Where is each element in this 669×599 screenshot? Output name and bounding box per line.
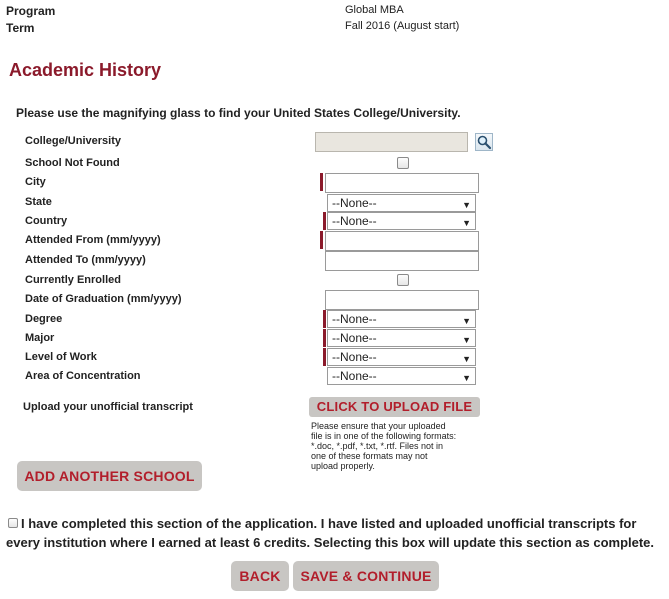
area-of-concentration-label: Area of Concentration [25,370,141,382]
dropdown-arrow-icon: ▼ [462,354,471,364]
state-label: State [25,196,52,208]
intro-text: Please use the magnifying glass to find your United States College/University. [16,106,461,120]
term-value: Fall 2016 (August start) [345,20,460,32]
attended-to-label: Attended To (mm/yyyy) [25,254,146,266]
section-complete-line1: I have completed this section of the application. I have listed and uploaded unofficial transcripts for [21,516,637,531]
area-of-concentration-selected-value: --None-- [332,369,377,383]
country-selected-value: --None-- [332,214,377,228]
school-not-found-label: School Not Found [25,157,120,169]
save-continue-button[interactable]: SAVE & CONTINUE [293,561,439,591]
currently-enrolled-label: Currently Enrolled [25,274,121,286]
date-of-graduation-label: Date of Graduation (mm/yyyy) [25,293,182,305]
attended-from-field[interactable] [325,231,479,251]
degree-selected-value: --None-- [332,312,377,326]
attended-from-label: Attended From (mm/yyyy) [25,234,161,246]
upload-help-line: Please ensure that your uploaded [311,421,446,431]
required-marker [320,173,323,191]
college-field [315,132,468,152]
term-label: Term [6,21,35,35]
program-value: Global MBA [345,4,404,16]
back-button[interactable]: BACK [231,561,289,591]
upload-file-button[interactable]: CLICK TO UPLOAD FILE [309,397,480,417]
dropdown-arrow-icon: ▼ [462,316,471,326]
city-field[interactable] [325,173,479,193]
program-label: Program [6,4,56,18]
college-label: College/University [25,135,121,147]
level-of-work-selected-value: --None-- [332,350,377,364]
major-label: Major [25,332,55,344]
required-marker [320,231,323,249]
magnifying-glass-icon [476,134,492,150]
level-of-work-label: Level of Work [25,351,97,363]
dropdown-arrow-icon: ▼ [462,373,471,383]
city-label: City [25,176,46,188]
area-of-concentration-select[interactable] [327,367,476,385]
section-complete-checkbox[interactable] [8,518,18,528]
required-marker [323,348,326,366]
required-marker [323,212,326,230]
dropdown-arrow-icon: ▼ [462,335,471,345]
upload-help-line: one of these formats may not [311,451,428,461]
country-label: Country [25,215,68,227]
attended-to-field[interactable] [325,251,479,271]
country-select[interactable] [327,212,476,230]
add-another-school-button[interactable]: ADD ANOTHER SCHOOL [17,461,202,491]
upload-help-text [311,421,456,471]
level-of-work-select[interactable] [327,348,476,366]
upload-help-line: *.doc, *.pdf, *.txt, *.rtf. Files not in [311,441,444,451]
school-not-found-checkbox[interactable] [397,157,409,169]
upload-help-line: file is in one of the following formats: [311,431,457,441]
state-select[interactable] [327,194,476,212]
required-marker [323,329,326,347]
college-lookup-button[interactable] [475,133,493,151]
dropdown-arrow-icon: ▼ [462,218,471,228]
page-title: Academic History [9,60,162,80]
state-selected-value: --None-- [332,196,377,210]
section-complete-line2: every institution where I earned at least 6 credits. Selecting this box will update this section as complete. [6,535,655,550]
currently-enrolled-checkbox[interactable] [397,274,409,286]
upload-help-line: upload properly. [311,461,375,471]
dropdown-arrow-icon: ▼ [462,200,471,210]
date-of-graduation-field[interactable] [325,290,479,310]
required-marker [323,310,326,328]
upload-label: Upload your unofficial transcript [23,401,193,413]
degree-select[interactable] [327,310,476,328]
degree-label: Degree [25,313,63,325]
major-selected-value: --None-- [332,331,377,345]
major-select[interactable] [327,329,476,347]
